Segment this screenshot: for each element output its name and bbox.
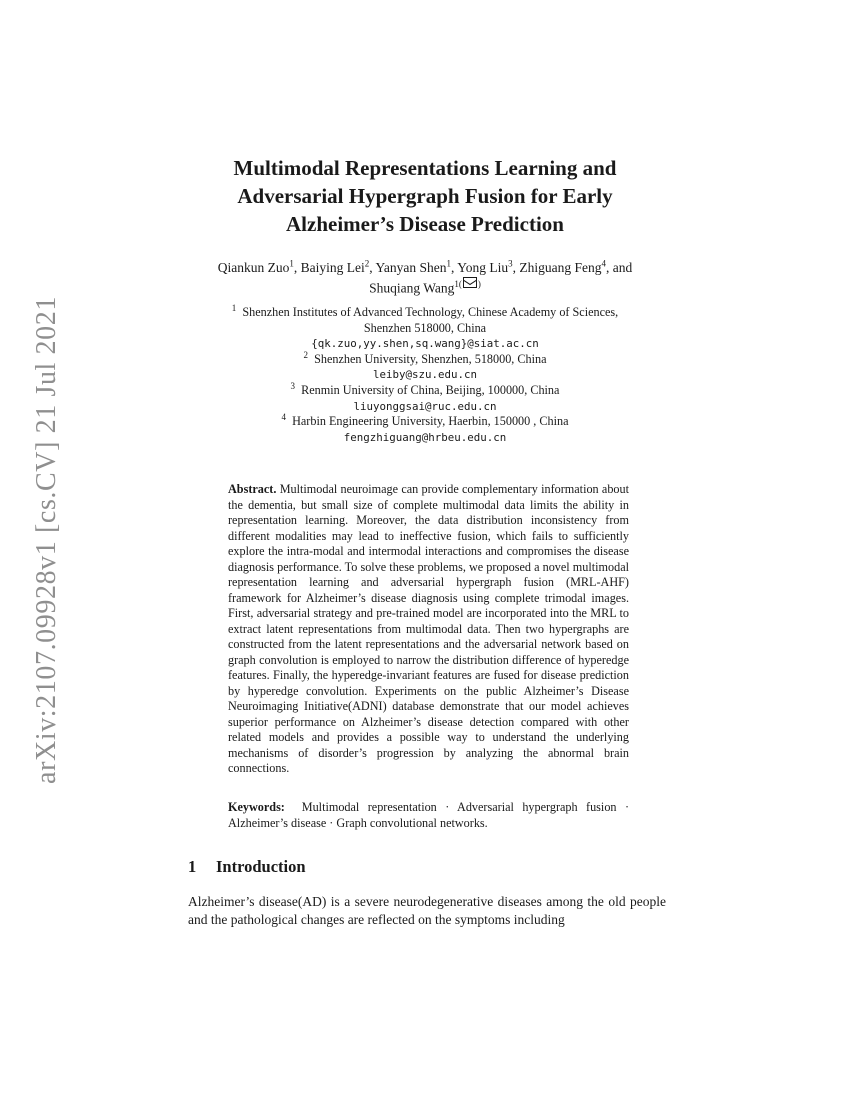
envelope-icon <box>463 277 477 288</box>
affiliation-email: leiby@szu.edu.cn <box>372 368 477 382</box>
section-heading <box>188 857 306 877</box>
title-line-1: Multimodal Representations Learning and <box>233 156 617 180</box>
body-paragraph: Alzheimer’s disease(AD) is a severe neurodegenerative diseases among the old people and the pathological changes are reflected on the symptoms including <box>188 894 666 927</box>
title-line-2: Adversarial Hypergraph Fusion for Early <box>237 184 613 208</box>
introduction-body <box>188 893 666 929</box>
abstract-label: Abstract. <box>228 482 277 496</box>
section-title: Introduction <box>216 857 306 876</box>
affiliation-line: $^4$ Harbin Engineering University, Haerbin, 150000 , China <box>281 412 569 429</box>
author-name: Yanyan Shen <box>375 260 447 275</box>
abstract <box>228 482 629 777</box>
author-affiliation-mark: 2 <box>364 258 370 269</box>
keywords-paragraph <box>228 800 629 831</box>
author-name: Qiankun Zuo <box>217 260 290 275</box>
abstract-paragraph <box>228 482 629 777</box>
keywords-label: Keywords: <box>228 800 285 814</box>
author-list <box>160 259 690 298</box>
author-name: Shuqiang Wang <box>369 280 455 296</box>
affiliation-line: Shenzhen 518000, China <box>363 320 487 335</box>
author-line-2 <box>160 277 690 298</box>
author-name: Yong Liu <box>457 260 509 275</box>
affiliation-line: $^1$ Shenzhen Institutes of Advanced Technology, Chinese Academy of Sciences, <box>231 302 619 319</box>
author-line-1: Qiankun Zuo$^1$, Baiying Lei$^2$, Yanyan Shen$^1$, Yong Liu$^3$, Zhiguang Feng$^4$, and <box>217 258 633 275</box>
author-affiliation-mark: 1 <box>289 258 294 269</box>
paper-title <box>140 154 710 238</box>
author-affiliation-mark: 1( ) <box>454 279 481 289</box>
keywords <box>228 800 629 831</box>
keywords-text: Multimodal representation · Adversarial hypergraph fusion · Alzheimer’s disease · Graph convolutional networks. <box>228 800 629 830</box>
affiliation-line: $^2$ Shenzhen University, Shenzhen, 518000, China <box>303 349 547 366</box>
affiliation-list <box>150 302 700 445</box>
affiliation-email: liuyonggsai@ruc.edu.cn <box>353 399 497 413</box>
section-number: 1 <box>188 857 197 876</box>
arxiv-identifier-stamp: arXiv:2107.09928v1 [cs.CV] 21 Jul 2021 <box>31 296 62 784</box>
author-affiliation-mark: 1 <box>446 258 452 269</box>
author-affiliation-mark: 3 <box>508 258 513 269</box>
affiliation-email: fengzhiguang@hrbeu.edu.cn <box>343 430 507 444</box>
affiliation-email: {qk.zuo,yy.shen,sq.wang}@siat.ac.cn <box>311 337 539 351</box>
affiliation-line: $^3$ Renmin University of China, Beijing, 100000, China <box>290 380 560 397</box>
author-name: Baiying Lei <box>300 260 365 275</box>
author-name: Zhiguang Feng <box>519 260 602 275</box>
title-line-3: Alzheimer’s Disease Prediction <box>286 212 564 236</box>
author-affiliation-mark: 4 <box>601 258 606 269</box>
abstract-text: Multimodal neuroimage can provide complementary information about the dementia, but small size of complete multimodal data limits the ability in representation learning. Moreover, the data distribution inconsistency from different modalities may lead to ineffective fusion, which fails to sufficiently explore the intra-modal and intermodal interactions and compromises the disease diagnosis performance. To solve these problems, we proposed a novel multimodal representation learning and adversarial hypergraph fusion (MRL-AHF) framework for Alzheimer’s disease diagnosis using complete trimodal images. First, adversarial strategy and pre-trained model are incorporated into the MRL to extract latent representations from multimodal data. Then two hypergraphs are constructed from the latent representations and the adversarial network based on graph convolution is employed to narrow the distribution difference of hyperedge features. Finally, the hyperedge-invariant features are fused for disease prediction by hyperedge convolution. Experiments on the public Alzheimer’s Disease Neuroimaging Initiative(ADNI) database demonstrate that our model achieves superior performance on Alzheimer’s disease detection compared with other related models and provides a possible way to understand the underlying mechanisms of disorder’s progression by analyzing the abnormal brain connections. <box>228 482 630 775</box>
